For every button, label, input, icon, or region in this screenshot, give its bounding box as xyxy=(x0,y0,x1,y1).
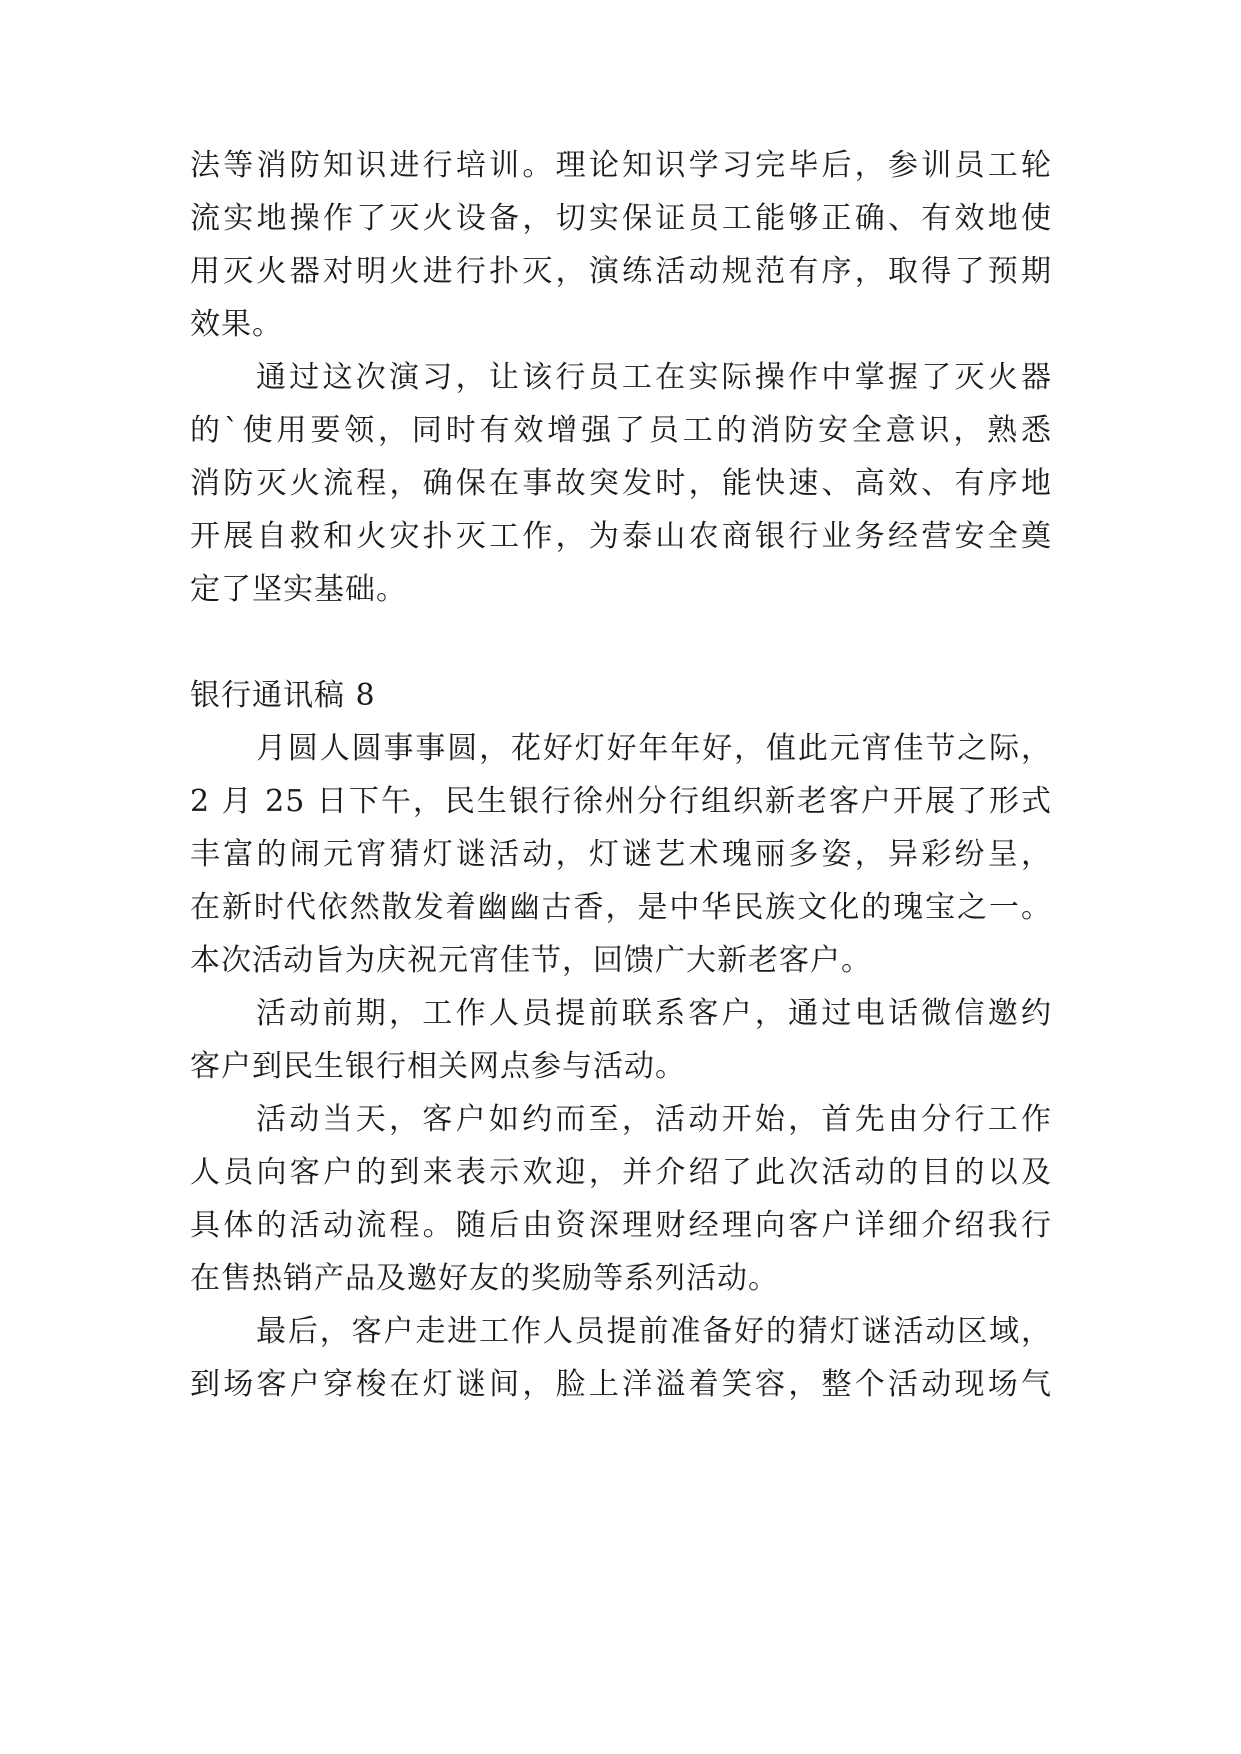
paragraph-2-line-3: 消防灭火流程，确保在事故突发时，能快速、高效、有序地 xyxy=(190,466,1052,501)
paragraph-3-line-4: 在新时代依然散发着幽幽古香，是中华民族文化的瑰宝之一。 xyxy=(190,890,1052,925)
paragraph-3-line-1: 月圆人圆事事圆，花好灯好年年好，值此元宵佳节之际， xyxy=(256,731,1052,766)
paragraph-3-line-5: 本次活动旨为庆祝元宵佳节，回馈广大新老客户。 xyxy=(190,943,872,978)
paragraph-4-line-1: 活动前期，工作人员提前联系客户，通过电话微信邀约 xyxy=(256,996,1052,1031)
paragraph-5-line-2: 人员向客户的到来表示欢迎，并介绍了此次活动的目的以及 xyxy=(190,1155,1052,1190)
paragraph-6-line-2: 到场客户穿梭在灯谜间，脸上洋溢着笑容，整个活动现场气 xyxy=(190,1367,1052,1402)
paragraph-1-line-4: 效果。 xyxy=(190,307,283,342)
paragraph-1-line-1: 法等消防知识进行培训。理论知识学习完毕后，参训员工轮 xyxy=(190,148,1052,183)
paragraph-2-line-1: 通过这次演习，让该行员工在实际操作中掌握了灭火器 xyxy=(256,360,1052,395)
paragraph-3-line-2: 2 月 25 日下午，民生银行徐州分行组织新老客户开展了形式 xyxy=(190,784,1052,819)
paragraph-5-line-1: 活动当天，客户如约而至，活动开始，首先由分行工作 xyxy=(256,1102,1052,1137)
paragraph-4-line-2: 客户到民生银行相关网点参与活动。 xyxy=(190,1049,686,1084)
paragraph-5-line-3: 具体的活动流程。随后由资深理财经理向客户详细介绍我行 xyxy=(190,1208,1052,1243)
paragraph-2-line-4: 开展自救和火灾扑灭工作，为泰山农商银行业务经营安全奠 xyxy=(190,519,1052,554)
paragraph-2-line-5: 定了坚实基础。 xyxy=(190,572,407,607)
paragraph-5-line-4: 在售热销产品及邀好友的奖励等系列活动。 xyxy=(190,1261,779,1296)
paragraph-6-line-1: 最后，客户走进工作人员提前准备好的猜灯谜活动区域， xyxy=(256,1314,1052,1349)
section-title: 银行通讯稿 8 xyxy=(190,678,376,713)
paragraph-2-line-2: 的`使用要领，同时有效增强了员工的消防安全意识，熟悉 xyxy=(190,413,1052,448)
paragraph-3-line-3: 丰富的闹元宵猜灯谜活动，灯谜艺术瑰丽多姿，异彩纷呈， xyxy=(190,837,1052,872)
paragraph-1-line-3: 用灭火器对明火进行扑灭，演练活动规范有序，取得了预期 xyxy=(190,254,1052,289)
paragraph-1-line-2: 流实地操作了灭火设备，切实保证员工能够正确、有效地使 xyxy=(190,201,1052,236)
